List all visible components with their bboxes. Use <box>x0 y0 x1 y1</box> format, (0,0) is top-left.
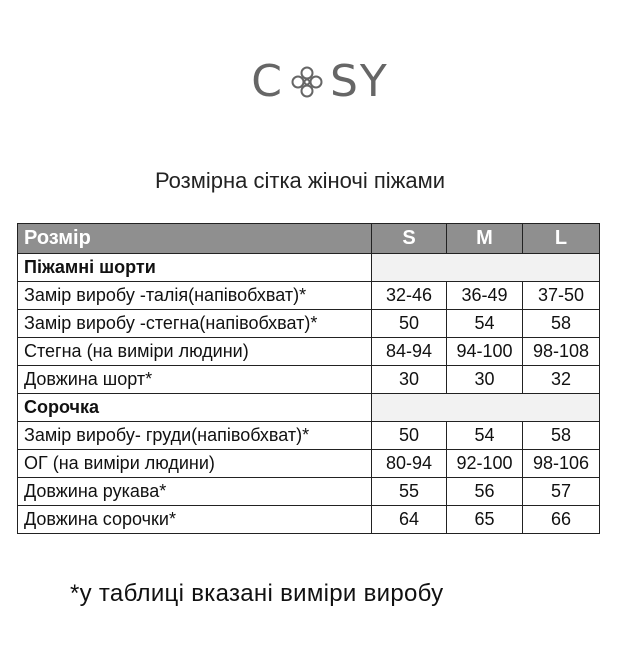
table-row <box>18 366 600 394</box>
row-label: Замір виробу -талія(напівобхват)* <box>18 282 372 310</box>
table-row <box>18 450 600 478</box>
header-size-s: S <box>372 224 447 254</box>
cell-s: 50 <box>372 310 447 338</box>
cell-m: 56 <box>447 478 523 506</box>
cell-m: 65 <box>447 506 523 534</box>
section-row-shirt <box>18 394 600 422</box>
table-row <box>18 506 600 534</box>
cell-l: 32 <box>523 366 600 394</box>
table-row <box>18 282 600 310</box>
row-label: Довжина рукава* <box>18 478 372 506</box>
row-label: Замір виробу- груди(напівобхват)* <box>18 422 372 450</box>
cell-m: 30 <box>447 366 523 394</box>
brand-logo <box>0 52 640 112</box>
cell-s: 84-94 <box>372 338 447 366</box>
table-row <box>18 310 600 338</box>
row-label: Довжина сорочки* <box>18 506 372 534</box>
knot-flower-icon <box>287 62 327 102</box>
section-filler <box>372 254 600 282</box>
section-row-shorts <box>18 254 600 282</box>
cell-s: 55 <box>372 478 447 506</box>
section-title: Сорочка <box>18 394 372 422</box>
cell-l: 58 <box>523 422 600 450</box>
cell-s: 32-46 <box>372 282 447 310</box>
logo-letter-c: C <box>251 56 284 107</box>
size-chart-table <box>17 223 600 534</box>
page-subtitle: Розмірна сітка жіночі піжами <box>154 168 446 193</box>
header-size-l: L <box>523 224 600 254</box>
cell-l: 57 <box>523 478 600 506</box>
cell-s: 30 <box>372 366 447 394</box>
table-row <box>18 422 600 450</box>
cell-m: 54 <box>447 422 523 450</box>
cell-m: 36-49 <box>447 282 523 310</box>
row-label: Замір виробу -стегна(напівобхват)* <box>18 310 372 338</box>
header-size-label: Розмір <box>18 224 372 254</box>
cell-l: 58 <box>523 310 600 338</box>
row-label: Стегна (на виміри людини) <box>18 338 372 366</box>
cell-l: 37-50 <box>523 282 600 310</box>
cell-l: 66 <box>523 506 600 534</box>
cell-s: 80-94 <box>372 450 447 478</box>
section-title: Піжамні шорти <box>18 254 372 282</box>
cell-m: 54 <box>447 310 523 338</box>
section-filler <box>372 394 600 422</box>
table-row <box>18 338 600 366</box>
row-label: ОГ (на виміри людини) <box>18 450 372 478</box>
cell-l: 98-106 <box>523 450 600 478</box>
cell-s: 64 <box>372 506 447 534</box>
footnote: *у таблиці вказані виміри виробу <box>70 580 444 607</box>
cell-l: 98-108 <box>523 338 600 366</box>
table-row <box>18 478 600 506</box>
row-label: Довжина шорт* <box>18 366 372 394</box>
table-header-row <box>18 224 600 254</box>
logo-letters-sy: SY <box>329 56 389 107</box>
cell-m: 92-100 <box>447 450 523 478</box>
header-size-m: M <box>447 224 523 254</box>
cell-s: 50 <box>372 422 447 450</box>
cell-m: 94-100 <box>447 338 523 366</box>
